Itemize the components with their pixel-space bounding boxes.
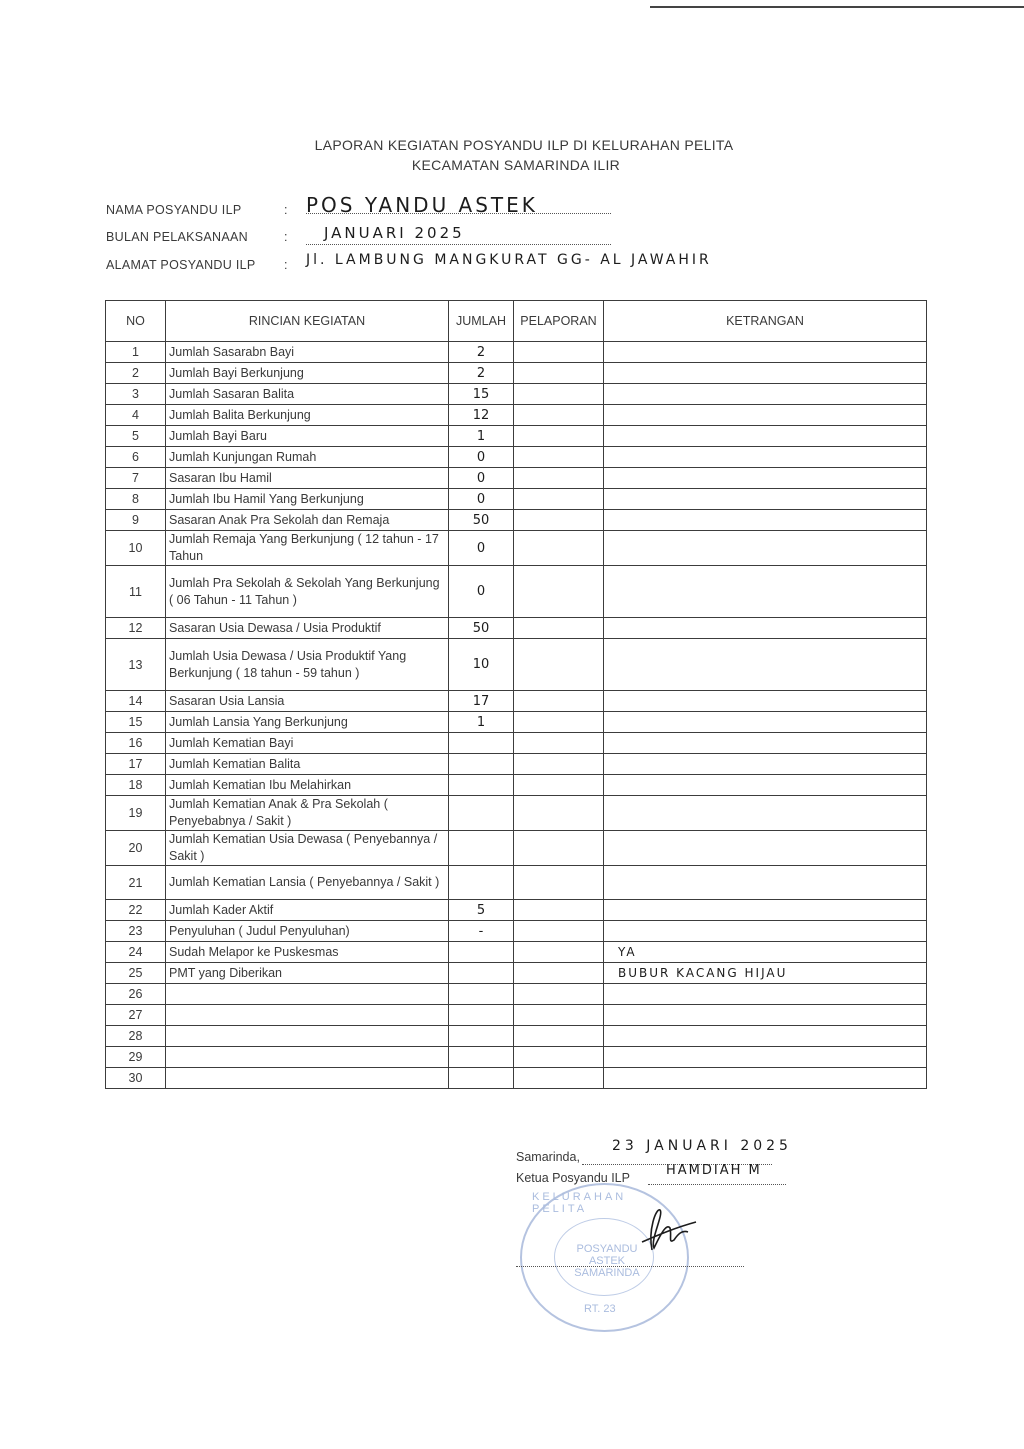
row-rincian: Penyuluhan ( Judul Penyuluhan) [166, 921, 449, 942]
row-jumlah: 0 [449, 468, 514, 489]
stamp-center-text: POSYANDU ASTEK SAMARINDA [574, 1243, 640, 1279]
row-no: 21 [106, 866, 166, 900]
row-jumlah [449, 963, 514, 984]
row-rincian: PMT yang Diberikan [166, 963, 449, 984]
row-no: 4 [106, 405, 166, 426]
row-no: 7 [106, 468, 166, 489]
row-keterangan [604, 468, 927, 489]
bulan-value: JANUARI 2025 [306, 224, 611, 245]
row-rincian: Jumlah Balita Berkunjung [166, 405, 449, 426]
colon: : [284, 230, 288, 244]
row-pelaporan [514, 405, 604, 426]
table-row [106, 796, 927, 831]
row-jumlah: 0 [449, 531, 514, 566]
signature-role-label: Ketua Posyandu ILP [516, 1171, 630, 1185]
row-keterangan [604, 900, 927, 921]
row-no: 25 [106, 963, 166, 984]
row-pelaporan [514, 1047, 604, 1068]
row-rincian [166, 1047, 449, 1068]
row-pelaporan [514, 921, 604, 942]
row-no: 14 [106, 691, 166, 712]
row-rincian: Jumlah Bayi Baru [166, 426, 449, 447]
row-keterangan [604, 618, 927, 639]
row-pelaporan [514, 639, 604, 691]
row-keterangan [604, 831, 927, 866]
row-no: 13 [106, 639, 166, 691]
row-rincian [166, 984, 449, 1005]
row-pelaporan [514, 831, 604, 866]
row-no: 1 [106, 342, 166, 363]
row-keterangan [604, 712, 927, 733]
row-pelaporan [514, 1026, 604, 1047]
row-no: 15 [106, 712, 166, 733]
row-jumlah [449, 1068, 514, 1089]
name-dotted-line [648, 1184, 786, 1185]
row-jumlah [449, 1026, 514, 1047]
row-rincian: Jumlah Kunjungan Rumah [166, 447, 449, 468]
table-row [106, 468, 927, 489]
row-rincian: Jumlah Kematian Bayi [166, 733, 449, 754]
alamat-value: Jl. LAMBUNG MANGKURAT GG- AL JAWAHIR [306, 252, 712, 268]
row-pelaporan [514, 733, 604, 754]
row-jumlah [449, 1047, 514, 1068]
table-row [106, 754, 927, 775]
row-keterangan [604, 1005, 927, 1026]
alamat-label: ALAMAT POSYANDU ILP [106, 258, 256, 272]
row-rincian: Jumlah Bayi Berkunjung [166, 363, 449, 384]
row-rincian: Jumlah Lansia Yang Berkunjung [166, 712, 449, 733]
row-jumlah: 12 [449, 405, 514, 426]
header-no: NO [106, 301, 166, 342]
row-pelaporan [514, 984, 604, 1005]
row-no: 18 [106, 775, 166, 796]
signature-dotted-line [516, 1266, 744, 1267]
row-keterangan [604, 1068, 927, 1089]
table-row [106, 921, 927, 942]
row-jumlah [449, 754, 514, 775]
row-no: 10 [106, 531, 166, 566]
row-jumlah: 50 [449, 618, 514, 639]
row-rincian: Jumlah Remaja Yang Berkunjung ( 12 tahun - 17 Tahun [166, 531, 449, 566]
row-jumlah [449, 866, 514, 900]
row-pelaporan [514, 796, 604, 831]
row-pelaporan [514, 775, 604, 796]
scan-edge-line [650, 6, 1024, 8]
table-header-row [106, 301, 927, 342]
row-pelaporan [514, 447, 604, 468]
table-row [106, 733, 927, 754]
table-row [106, 1005, 927, 1026]
row-keterangan [604, 921, 927, 942]
row-no: 6 [106, 447, 166, 468]
nama-value: POS YANDU ASTEK [306, 193, 611, 214]
row-keterangan [604, 426, 927, 447]
row-jumlah [449, 796, 514, 831]
header-rincian: RINCIAN KEGIATAN [166, 301, 449, 342]
row-keterangan [604, 775, 927, 796]
row-no: 22 [106, 900, 166, 921]
row-rincian: Sasaran Usia Dewasa / Usia Produktif [166, 618, 449, 639]
row-jumlah: 50 [449, 510, 514, 531]
table-row [106, 342, 927, 363]
row-no: 20 [106, 831, 166, 866]
row-no: 29 [106, 1047, 166, 1068]
row-jumlah [449, 831, 514, 866]
row-keterangan: BUBUR KACANG HIJAU [604, 963, 927, 984]
row-keterangan [604, 342, 927, 363]
row-pelaporan [514, 618, 604, 639]
row-no: 27 [106, 1005, 166, 1026]
nama-label: NAMA POSYANDU ILP [106, 203, 242, 217]
row-keterangan [604, 639, 927, 691]
row-pelaporan [514, 363, 604, 384]
row-keterangan: YA [604, 942, 927, 963]
table-row [106, 691, 927, 712]
row-rincian: Jumlah Kematian Balita [166, 754, 449, 775]
table-row [106, 447, 927, 468]
row-pelaporan [514, 712, 604, 733]
table-row [106, 510, 927, 531]
row-rincian: Jumlah Kematian Ibu Melahirkan [166, 775, 449, 796]
row-pelaporan [514, 489, 604, 510]
row-pelaporan [514, 566, 604, 618]
row-pelaporan [514, 691, 604, 712]
colon: : [284, 258, 288, 272]
row-keterangan [604, 363, 927, 384]
table-row [106, 900, 927, 921]
row-keterangan [604, 796, 927, 831]
row-pelaporan [514, 426, 604, 447]
table-row [106, 775, 927, 796]
table-row [106, 618, 927, 639]
row-pelaporan [514, 866, 604, 900]
row-pelaporan [514, 900, 604, 921]
row-pelaporan [514, 754, 604, 775]
row-jumlah: 17 [449, 691, 514, 712]
row-no: 9 [106, 510, 166, 531]
row-keterangan [604, 447, 927, 468]
row-jumlah: - [449, 921, 514, 942]
row-rincian [166, 1005, 449, 1026]
row-keterangan [604, 531, 927, 566]
table-row [106, 712, 927, 733]
header-keterangan: KETRANGAN [604, 301, 927, 342]
row-no: 8 [106, 489, 166, 510]
row-rincian: Sudah Melapor ke Puskesmas [166, 942, 449, 963]
row-keterangan [604, 733, 927, 754]
table-body [106, 342, 927, 1089]
row-jumlah: 1 [449, 712, 514, 733]
row-jumlah: 5 [449, 900, 514, 921]
row-pelaporan [514, 942, 604, 963]
row-rincian: Sasaran Anak Pra Sekolah dan Remaja [166, 510, 449, 531]
row-jumlah: 15 [449, 384, 514, 405]
row-no: 30 [106, 1068, 166, 1089]
table-row [106, 426, 927, 447]
row-pelaporan [514, 342, 604, 363]
row-no: 17 [106, 754, 166, 775]
colon: : [284, 203, 288, 217]
report-table [105, 300, 927, 1089]
row-jumlah: 10 [449, 639, 514, 691]
row-keterangan [604, 866, 927, 900]
row-no: 16 [106, 733, 166, 754]
row-rincian: Jumlah Kader Aktif [166, 900, 449, 921]
header-jumlah: JUMLAH [449, 301, 514, 342]
table-row [106, 384, 927, 405]
header-pelaporan: PELAPORAN [514, 301, 604, 342]
row-keterangan [604, 566, 927, 618]
row-jumlah [449, 984, 514, 1005]
row-jumlah: 1 [449, 426, 514, 447]
bulan-label: BULAN PELAKSANAAN [106, 230, 248, 244]
row-rincian: Sasaran Ibu Hamil [166, 468, 449, 489]
table-row [106, 363, 927, 384]
row-keterangan [604, 384, 927, 405]
row-pelaporan [514, 963, 604, 984]
table-row [106, 639, 927, 691]
row-keterangan [604, 754, 927, 775]
row-jumlah [449, 942, 514, 963]
row-rincian: Jumlah Usia Dewasa / Usia Produktif Yang Berkunjung ( 18 tahun - 59 tahun ) [166, 639, 449, 691]
row-jumlah: 0 [449, 566, 514, 618]
row-no: 3 [106, 384, 166, 405]
table-row [106, 866, 927, 900]
row-jumlah: 0 [449, 489, 514, 510]
row-pelaporan [514, 1005, 604, 1026]
table-row [106, 489, 927, 510]
report-subtitle: KECAMATAN SAMARINDA ILIR [411, 157, 621, 173]
table-row [106, 984, 927, 1005]
row-jumlah [449, 1005, 514, 1026]
table-row [106, 831, 927, 866]
table-row [106, 942, 927, 963]
row-keterangan [604, 1026, 927, 1047]
row-keterangan [604, 1047, 927, 1068]
row-keterangan [604, 405, 927, 426]
row-rincian [166, 1026, 449, 1047]
row-no: 12 [106, 618, 166, 639]
row-rincian: Sasaran Usia Lansia [166, 691, 449, 712]
row-pelaporan [514, 510, 604, 531]
table-row [106, 1047, 927, 1068]
row-keterangan [604, 510, 927, 531]
row-rincian: Jumlah Kematian Anak & Pra Sekolah ( Penyebabnya / Sakit ) [166, 796, 449, 831]
row-rincian: Jumlah Kematian Lansia ( Penyebannya / Sakit ) [166, 866, 449, 900]
row-no: 24 [106, 942, 166, 963]
row-jumlah [449, 733, 514, 754]
row-pelaporan [514, 1068, 604, 1089]
row-pelaporan [514, 531, 604, 566]
table-row [106, 531, 927, 566]
row-rincian: Jumlah Pra Sekolah & Sekolah Yang Berkunjung ( 06 Tahun - 11 Tahun ) [166, 566, 449, 618]
stamp-arc-text: KELURAHAN PELITA [532, 1191, 627, 1215]
row-jumlah: 0 [449, 447, 514, 468]
row-rincian: Jumlah Sasaran Balita [166, 384, 449, 405]
row-no: 26 [106, 984, 166, 1005]
report-title: LAPORAN KEGIATAN POSYANDU ILP DI KELURAHAN PELITA [314, 137, 734, 153]
row-jumlah [449, 775, 514, 796]
row-jumlah: 2 [449, 342, 514, 363]
row-pelaporan [514, 468, 604, 489]
table-row [106, 963, 927, 984]
row-no: 11 [106, 566, 166, 618]
table-row [106, 405, 927, 426]
row-no: 19 [106, 796, 166, 831]
signature-scribble-icon [630, 1200, 700, 1260]
stamp-bottom-text: RT. 23 [584, 1303, 616, 1315]
row-keterangan [604, 691, 927, 712]
row-keterangan [604, 489, 927, 510]
row-no: 23 [106, 921, 166, 942]
row-rincian: Jumlah Kematian Usia Dewasa ( Penyebannya / Sakit ) [166, 831, 449, 866]
row-rincian: Jumlah Sasarabn Bayi [166, 342, 449, 363]
table-row [106, 1068, 927, 1089]
signature-place-label: Samarinda, [516, 1150, 580, 1164]
signature-name-value: HAMDIAH M [666, 1163, 762, 1178]
table-row [106, 1026, 927, 1047]
row-no: 5 [106, 426, 166, 447]
row-rincian [166, 1068, 449, 1089]
row-pelaporan [514, 384, 604, 405]
row-rincian: Jumlah Ibu Hamil Yang Berkunjung [166, 489, 449, 510]
row-no: 28 [106, 1026, 166, 1047]
table-row [106, 566, 927, 618]
row-jumlah: 2 [449, 363, 514, 384]
signature-date-value: 23 JANUARI 2025 [612, 1138, 792, 1154]
row-no: 2 [106, 363, 166, 384]
row-keterangan [604, 984, 927, 1005]
